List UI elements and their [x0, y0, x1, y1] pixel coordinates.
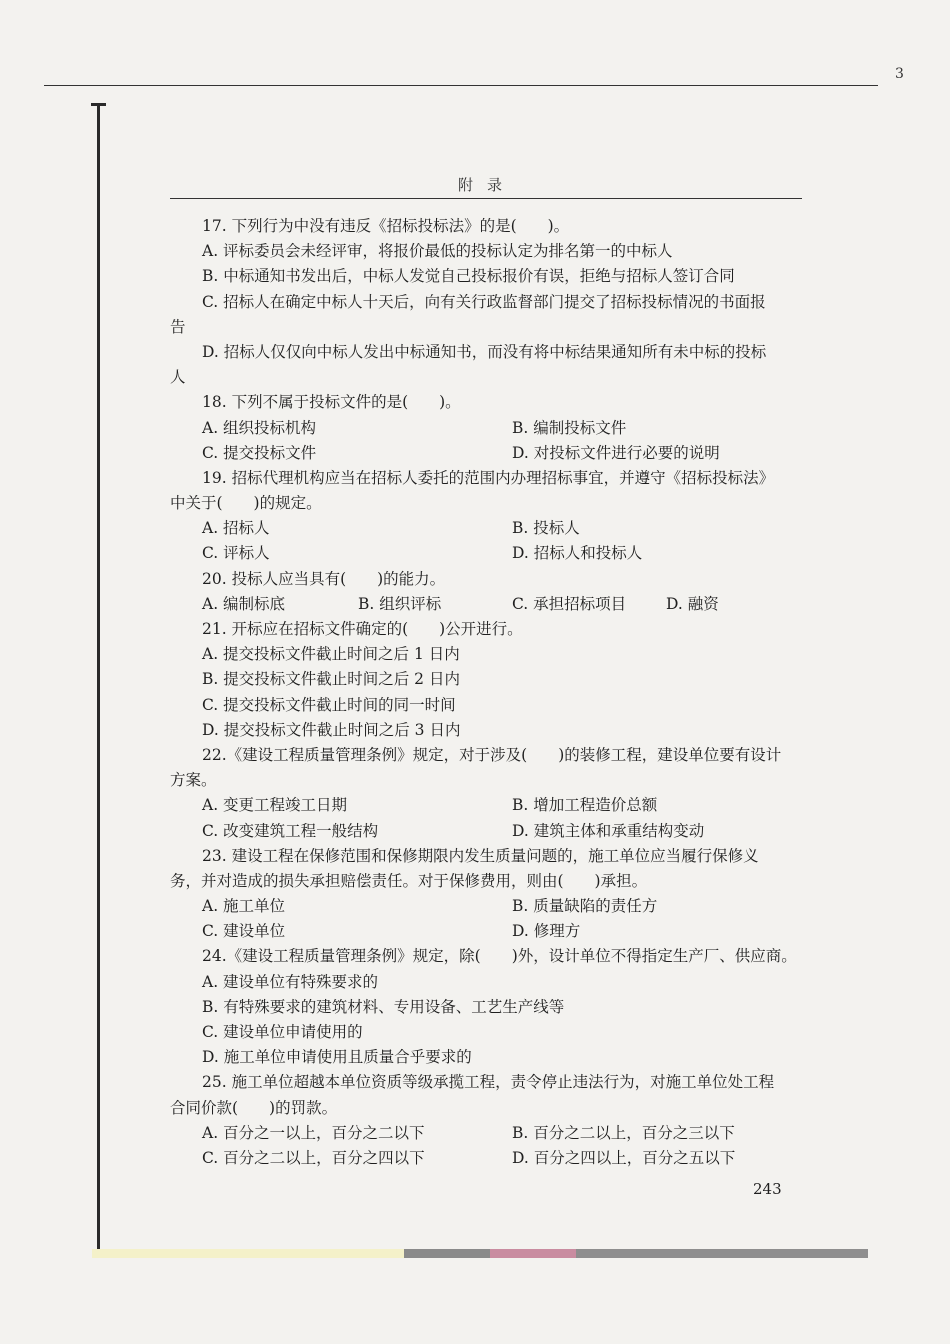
option-a: A. 变更工程竣工日期: [202, 796, 348, 815]
question-stem: 20. 投标人应当具有( )的能力。: [202, 569, 446, 588]
question-stem: 25. 施工单位超越本单位资质等级承揽工程，责令停止违法行为，对施工单位处工程: [202, 1073, 775, 1092]
option-row: [170, 441, 806, 466]
option-row: [170, 416, 806, 441]
question-stem: 21. 开标应在招标文件确定的( )公开进行。: [202, 620, 523, 638]
question-18: [170, 390, 806, 466]
option-d: D. 融资: [666, 594, 719, 613]
question-20: [170, 567, 806, 617]
option-d: D. 修理方: [512, 922, 581, 941]
option-c: C. 评标人: [202, 544, 270, 563]
question-stem: 17. 下列行为中没有违反《招标投标法》的是( )。: [202, 217, 570, 235]
option-d-continuation: 人: [170, 368, 186, 387]
question-stem-continuation: 合同价款( )的罚款。: [170, 1098, 338, 1117]
question-21: [170, 617, 806, 743]
question-19: [170, 466, 806, 567]
option-d: D. 招标人仅仅向中标人发出中标通知书，而没有将中标结果通知所有未中标的投标: [202, 342, 767, 361]
scan-edge-strip: [490, 1249, 576, 1258]
header-rule: [170, 198, 802, 199]
question-stem: 23. 建设工程在保修范围和保修期限内发生质量问题的，施工单位应当履行保修义: [202, 846, 759, 865]
option-a: A. 施工单位: [202, 897, 286, 916]
scan-edge-strip: [576, 1249, 868, 1258]
option-b: B. 有特殊要求的建筑材料、专用设备、工艺生产线等: [202, 997, 565, 1016]
question-stem-continuation: 务，并对造成的损失承担赔偿责任。对于保修费用，则由( )承担。: [170, 871, 648, 890]
option-row: [170, 819, 806, 844]
option-c: C. 建设单位: [202, 922, 286, 941]
option-d: D. 百分之四以上，百分之五以下: [512, 1148, 736, 1167]
option-d: D. 招标人和投标人: [512, 544, 643, 563]
option-c: C. 承担招标项目: [512, 594, 627, 613]
option-d: D. 提交投标文件截止时间之后 3 日内: [202, 720, 461, 739]
option-d: D. 对投标文件进行必要的说明: [512, 443, 720, 462]
question-22: [170, 743, 806, 844]
option-b: B. 百分之二以上，百分之三以下: [512, 1123, 735, 1142]
option-a: A. 组织投标机构: [202, 418, 317, 437]
question-stem: 22.《建设工程质量管理条例》规定，对于涉及( )的装修工程，建设单位要有设计: [202, 745, 782, 764]
question-stem: 24.《建设工程质量管理条例》规定，除( )外，设计单位不得指定生产厂、供应商。: [202, 947, 797, 966]
document-page-number: 3: [895, 66, 904, 82]
question-24: [170, 944, 806, 1070]
option-c: C. 提交投标文件截止时间的同一时间: [202, 695, 456, 714]
option-c: C. 改变建筑工程一般结构: [202, 821, 379, 840]
option-row: [170, 1146, 806, 1171]
question-stem: 18. 下列不属于投标文件的是( )。: [202, 393, 461, 412]
option-row: [170, 1121, 806, 1146]
scan-edge-strip: [404, 1249, 490, 1258]
question-list: [170, 214, 806, 1171]
option-row: [170, 793, 806, 818]
option-c-continuation: 告: [170, 317, 186, 336]
option-c: C. 建设单位申请使用的: [202, 1023, 363, 1041]
question-stem: 19. 招标代理机构应当在招标人委托的范围内办理招标事宜，并遵守《招标投标法》: [202, 468, 775, 487]
binding-spine: [97, 104, 100, 1252]
option-a: A. 提交投标文件截止时间之后 1 日内: [202, 645, 460, 664]
option-b: B. 编制投标文件: [512, 418, 627, 437]
option-c: C. 提交投标文件: [202, 443, 317, 462]
option-b: B. 质量缺陷的责任方: [512, 897, 658, 916]
running-header: 附录: [458, 176, 517, 194]
option-b: B. 组织评标: [358, 594, 442, 613]
option-row: [170, 894, 806, 919]
top-rule: [44, 85, 878, 86]
option-b: B. 增加工程造价总额: [512, 796, 658, 815]
option-row: [170, 516, 806, 541]
option-row: [170, 592, 806, 617]
question-stem-continuation: 中关于( )的规定。: [170, 494, 322, 513]
option-b: B. 投标人: [512, 519, 580, 538]
question-25: [170, 1070, 806, 1171]
option-b: B. 中标通知书发出后，中标人发觉自己投标报价有误，拒绝与招标人签订合同: [202, 267, 735, 286]
question-23: [170, 844, 806, 945]
option-c: C. 百分之二以上，百分之四以下: [202, 1148, 425, 1167]
option-a: A. 百分之一以上，百分之二以下: [202, 1123, 425, 1142]
option-c: C. 招标人在确定中标人十天后，向有关行政监督部门提交了招标投标情况的书面报: [202, 292, 766, 311]
option-d: D. 建筑主体和承重结构变动: [512, 821, 705, 840]
option-d: D. 施工单位申请使用且质量合乎要求的: [202, 1048, 472, 1067]
scan-edge-strip: [92, 1249, 404, 1258]
question-17: [170, 214, 806, 390]
page-folio: 243: [753, 1180, 782, 1198]
option-row: [170, 919, 806, 944]
option-a: A. 建设单位有特殊要求的: [202, 972, 379, 991]
option-a: A. 招标人: [202, 519, 270, 538]
option-row: [170, 541, 806, 566]
option-b: B. 提交投标文件截止时间之后 2 日内: [202, 670, 460, 689]
question-stem-continuation: 方案。: [170, 771, 217, 790]
option-a: A. 评标委员会未经评审，将报价最低的投标认定为排名第一的中标人: [202, 242, 673, 261]
option-a: A. 编制标底: [202, 594, 286, 613]
